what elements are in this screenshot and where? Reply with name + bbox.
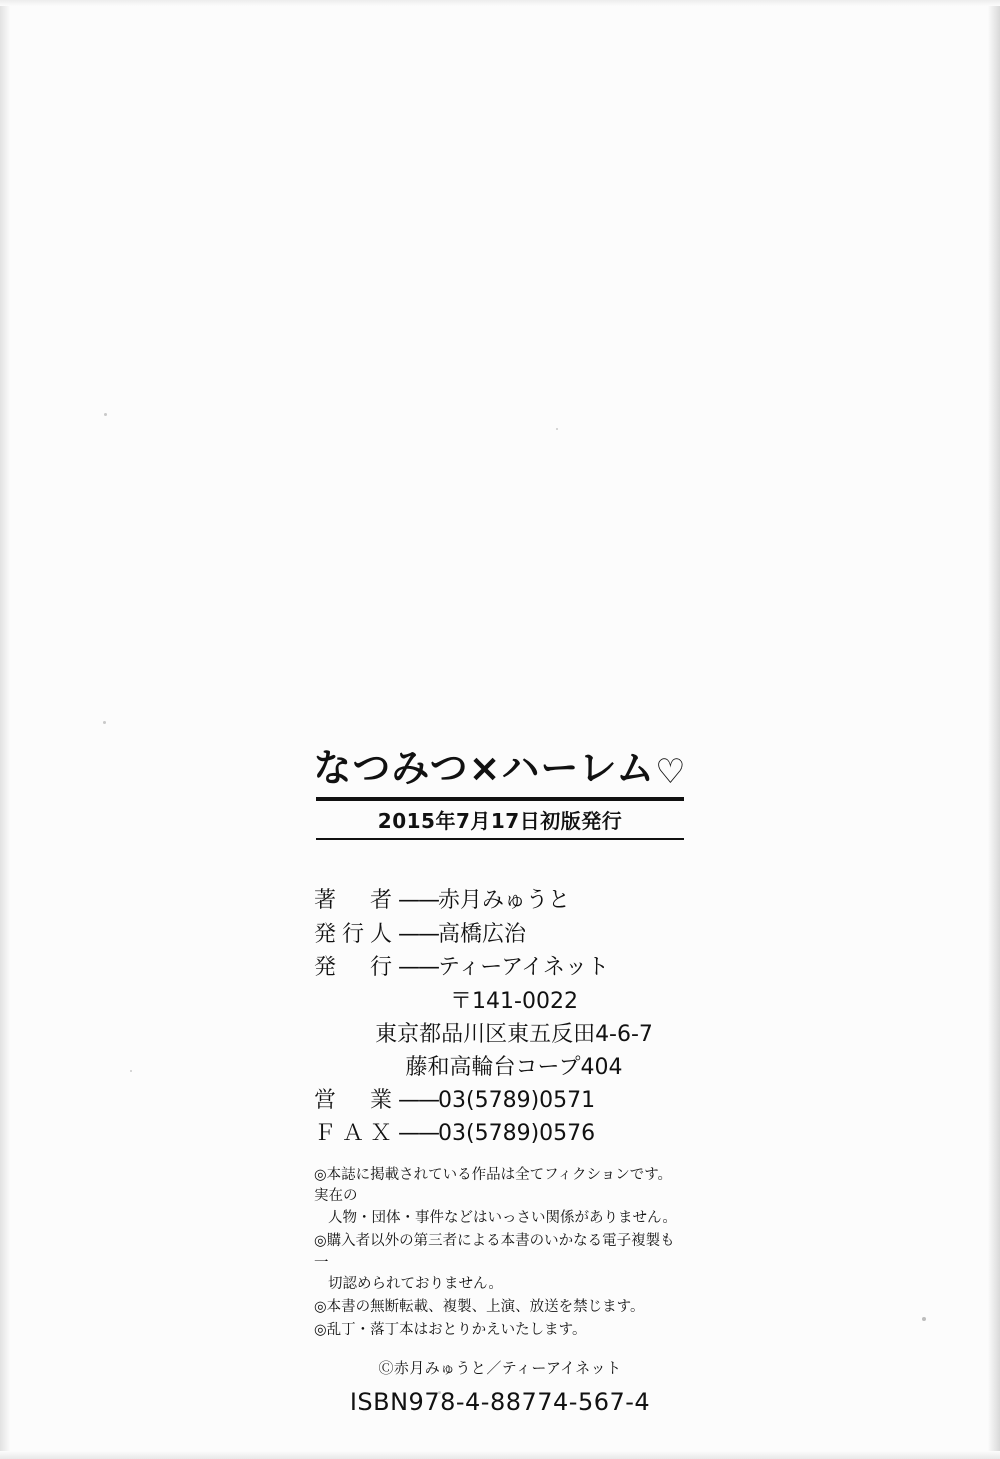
staff-label: 発 行 <box>314 955 399 981</box>
staff-value: 赤月みゅうと <box>438 888 571 914</box>
contact-dash: —— <box>398 1087 439 1113</box>
contact-label: 営 業 <box>314 1087 399 1113</box>
staff-dash: —— <box>398 955 439 981</box>
colophon-block <box>0 748 1000 1416</box>
scan-speck <box>103 721 106 724</box>
scan-speck <box>556 428 558 430</box>
scan-speck <box>104 413 107 416</box>
staff-row-publisher <box>314 951 686 984</box>
title-divider-thick <box>316 797 684 801</box>
note-line-1: 乱丁・落丁本はおとりかえいたします。 <box>326 1321 587 1338</box>
address-line-postal: 〒141-0022 <box>450 988 578 1014</box>
contact-row-sales <box>314 1084 686 1117</box>
address-line-street: 東京都品川区東五反田4-6-7 <box>375 1021 653 1047</box>
legal-note <box>314 1320 686 1342</box>
isbn-line: ISBN978-4-88774-567-4 <box>349 1387 651 1416</box>
legal-note <box>314 1297 686 1319</box>
address-line-building: 藤和高輪台コープ404 <box>405 1054 623 1080</box>
staff-list <box>314 884 686 1342</box>
legal-note <box>314 1165 686 1230</box>
staff-dash: —— <box>398 921 439 947</box>
book-title <box>0 748 1000 791</box>
staff-label: 著 者 <box>314 888 399 914</box>
heart-icon: ♡ <box>655 752 687 792</box>
note-line-1: 本誌に掲載されている作品は全てフィクションです。実在の <box>314 1166 673 1205</box>
page-edge-top <box>0 0 1000 6</box>
title-divider-thin <box>316 838 684 840</box>
note-marker: ◎ <box>314 1299 327 1316</box>
staff-value: 高橋広治 <box>438 921 527 947</box>
note-marker: ◎ <box>314 1321 327 1338</box>
legal-notes <box>314 1165 686 1343</box>
contact-label: ＦＡＸ <box>314 1121 399 1147</box>
staff-row-publisher-person <box>314 918 686 951</box>
staff-label: 発行人 <box>314 921 399 947</box>
contact-value: 03(5789)0576 <box>438 1121 596 1147</box>
book-title-text: なつみつ×ハーレム <box>313 746 656 790</box>
note-line-1: 本書の無断転載、複製、上演、放送を禁じます。 <box>326 1299 645 1316</box>
staff-dash: —— <box>398 888 439 914</box>
note-line-1: 購入者以外の第三者による本書のいかなる電子複製も一 <box>314 1232 675 1271</box>
note-marker: ◎ <box>314 1232 327 1249</box>
contact-row-fax <box>314 1117 686 1150</box>
note-line-2: 切認められておりません。 <box>328 1276 503 1293</box>
staff-value: ティーアイネット <box>438 955 609 981</box>
copyright-line: Ⓒ赤月みゅうと／ティーアイネット <box>378 1358 622 1377</box>
page-edge-bottom <box>0 1451 1000 1459</box>
note-marker: ◎ <box>314 1166 327 1183</box>
note-line-2: 人物・団体・事件などはいっさい関係がありません。 <box>328 1210 677 1227</box>
publication-date: 2015年7月17日初版発行 <box>377 809 623 834</box>
legal-note <box>314 1231 686 1296</box>
contact-value: 03(5789)0571 <box>438 1087 596 1113</box>
contact-dash: —— <box>398 1121 439 1147</box>
staff-row-author <box>314 884 686 917</box>
